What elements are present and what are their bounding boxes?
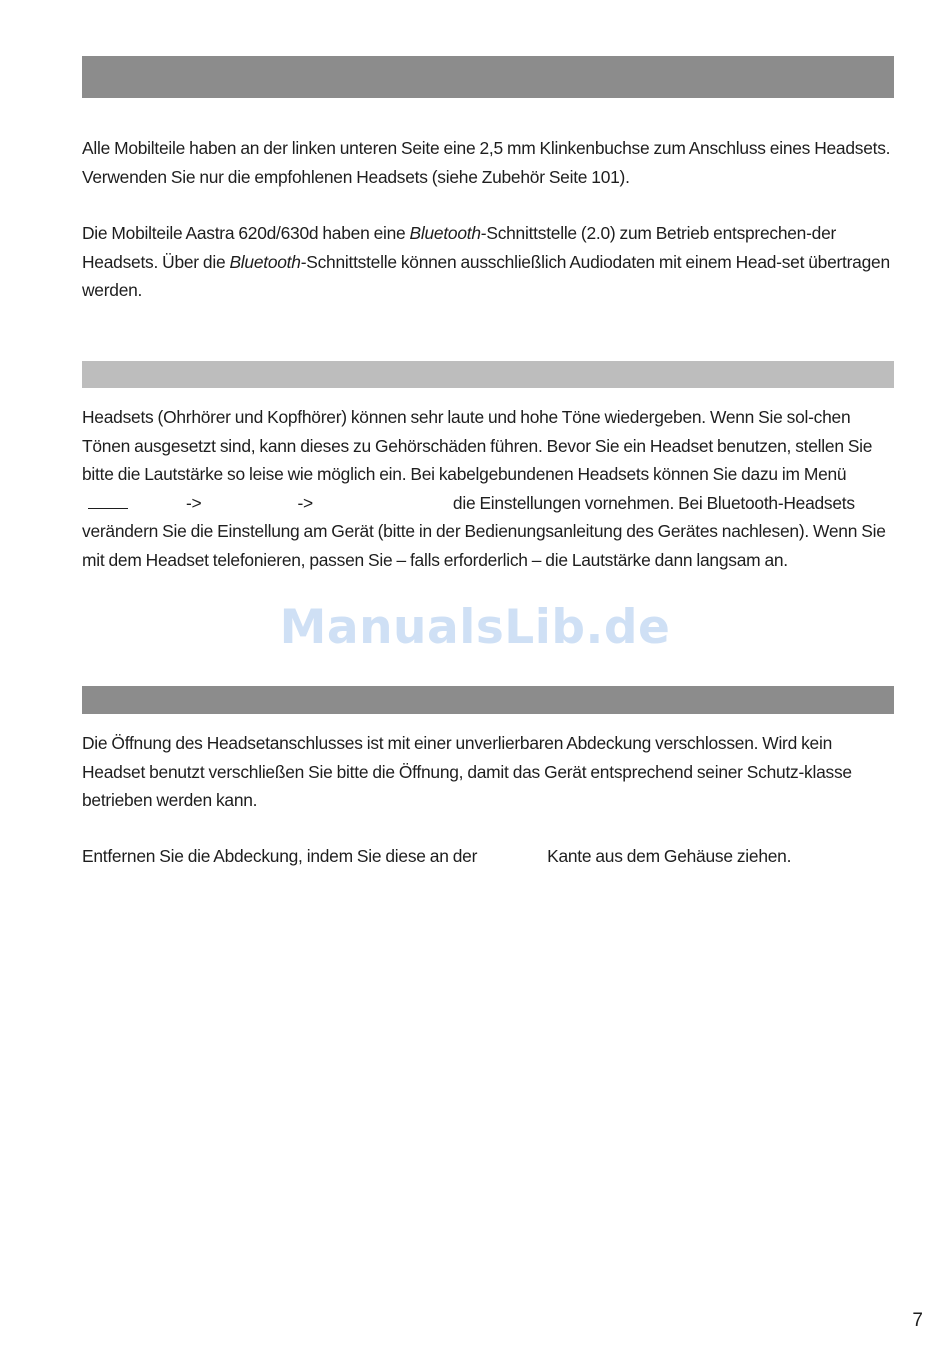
intro-paragraph: Alle Mobilteile haben an der linken unteren Seite eine 2,5 mm Klinkenbuchse zum Anschluss eines Headsets. Verwenden Sie nur die empfohlenen Headsets (siehe Zubehör Seite 101). <box>82 138 891 187</box>
watermark: ManualsLib.de <box>279 600 671 655</box>
remove-cover-paragraph: Entfernen Sie die Abdeckung, indem Sie diese an der Kante aus dem Gehäuse ziehen. <box>82 846 792 866</box>
section-header-bar-2 <box>82 361 894 388</box>
section-header-bar-1 <box>82 56 894 98</box>
bluetooth-term: Bluetooth <box>229 251 301 272</box>
menu-key-line <box>88 492 128 509</box>
bluetooth-term: Bluetooth <box>409 223 481 243</box>
menu-arrow: -> <box>186 492 202 513</box>
bluetooth-paragraph: Die Mobilteile Aastra 620d/630d haben eine Bluetooth-Schnittstelle (2.0) zum Betrieb entsprechen-der Headsets. Über die Bluetooth-Schnittstelle können ausschließlich Audiodaten mit einem Head-set übertragen werden. <box>82 223 890 300</box>
hearing-warning-paragraph: Headsets (Ohrhörer und Kopfhörer) können sehr laute und hohe Töne wiedergeben. Wenn Sie sol-chen Tönen ausgesetzt sind, kann dieses zu Gehörschäden führen. Bevor Sie ein Headset benutzen, stellen Sie bitte die Lautstärke so leise wie möglich ein. Bei kabelgebundenen Headsets können Sie dazu im Menü-> -> die Einstellungen vornehmen. Bei Bluetooth-Headsets verändern Sie die Einstellung am Gerät (bitte in der Bedienungsanleitung des Gerätes nachlesen). Wenn Sie mit dem Headset telefonieren, passen Sie – falls erforderlich – die Lautstärke dann langsam an. <box>82 407 886 570</box>
menu-arrow: -> <box>297 492 313 513</box>
section-header-bar-3 <box>82 686 894 714</box>
cover-paragraph: Die Öffnung des Headsetanschlusses ist mit einer unverlierbaren Abdeckung verschlossen. Wird kein Headset benutzt verschließen Sie bitte die Öffnung, damit das Gerät entsprechend seiner Schutz-klasse betrieben werden kann. <box>82 733 852 810</box>
page-number: 7 <box>912 1310 923 1331</box>
